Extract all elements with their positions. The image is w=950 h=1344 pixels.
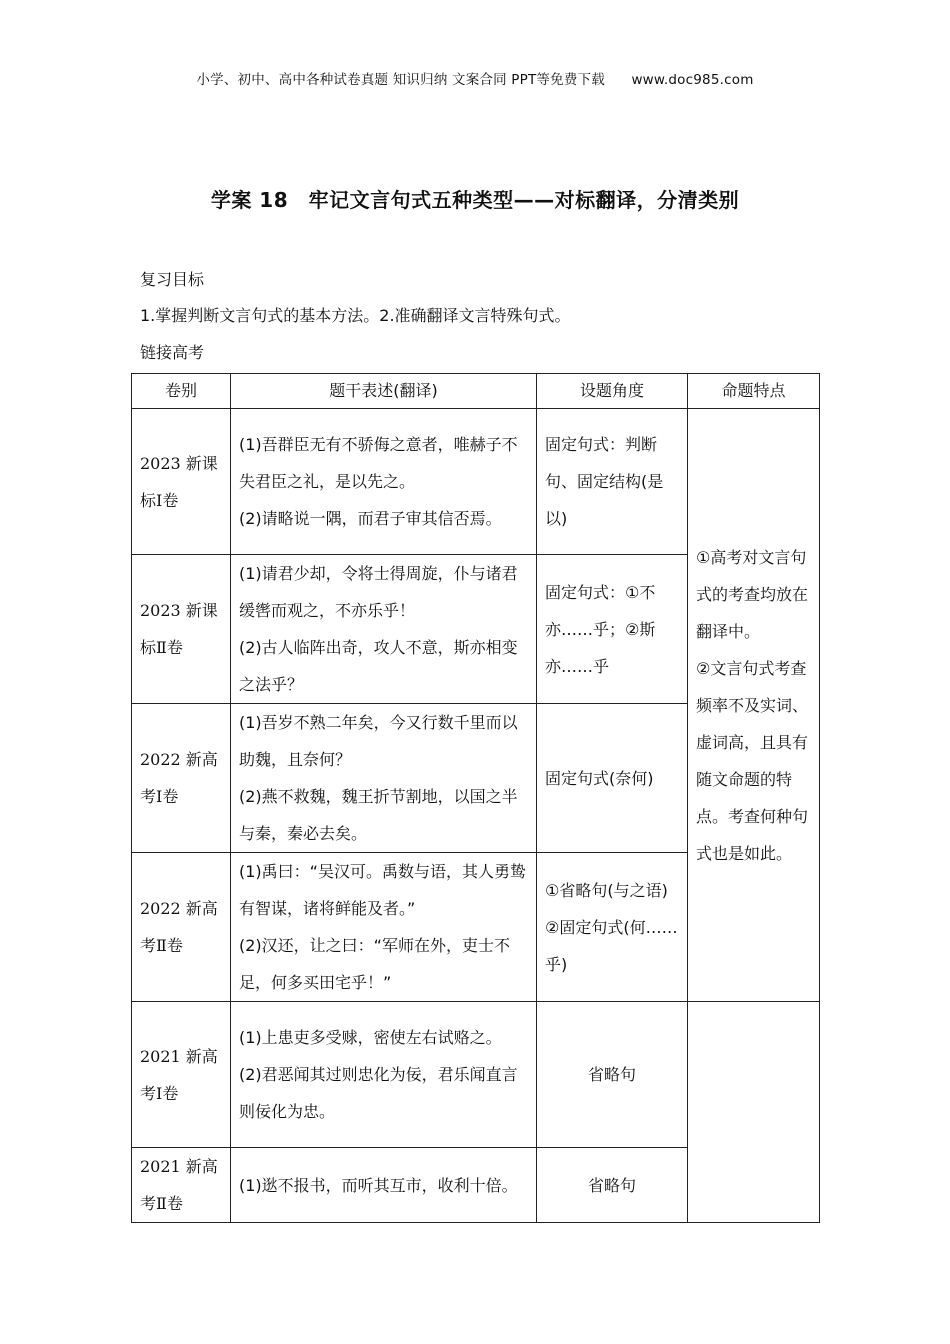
paper-cell: 2022 新高考Ⅰ卷 xyxy=(132,704,231,853)
text-line: (2)燕不救魏，魏王折节割地，以国之半与秦，秦必去矣。 xyxy=(239,787,518,843)
text-line: (2)古人临阵出奇，攻人不意，斯亦相变之法乎？ xyxy=(239,638,518,694)
table-row xyxy=(132,409,820,555)
angle-line: ②固定句式(何……乎) xyxy=(545,917,678,974)
text-line: (2)请略说一隅，而君子审其信否焉。 xyxy=(239,509,502,528)
paper-cell: 2023 新课标Ⅰ卷 xyxy=(132,409,231,555)
paper-cell: 2022 新高考Ⅱ卷 xyxy=(132,853,231,1002)
text-cell xyxy=(231,853,537,1002)
text-line: (1)吾岁不熟二年矣，今又行数千里而以助魏，且奈何？ xyxy=(239,713,518,769)
text-cell xyxy=(231,704,537,853)
col-header-feature: 命题特点 xyxy=(688,374,820,409)
text-cell xyxy=(231,555,537,704)
header-site-link[interactable]: www.doc985.com xyxy=(631,72,754,88)
text-cell xyxy=(231,1148,537,1223)
text-line: (1)逖不报书，而听其互市，收利十倍。 xyxy=(239,1175,518,1195)
angle-cell: 省略句 xyxy=(537,1148,688,1223)
feature-line: ②文言句式考查频率不及实词、虚词高，且具有随文命题的特点。考查何种句式也是如此。 xyxy=(696,658,809,863)
feature-cell xyxy=(688,409,820,1002)
paper-cell: 2023 新课标Ⅱ卷 xyxy=(132,555,231,704)
review-heading: 复习目标 xyxy=(140,270,205,289)
exam-table xyxy=(131,373,820,1223)
table-row xyxy=(132,1002,820,1148)
angle-cell: 固定句式：①不亦……乎；②斯亦……乎 xyxy=(537,555,688,704)
text-line: (1)请君少却，令将士得周旋，仆与诸君缓辔而观之，不亦乐乎！ xyxy=(239,564,518,620)
page-title: 学案 18 牢记文言句式五种类型——对标翻译，分清类别 xyxy=(210,188,740,212)
col-header-text: 题干表述(翻译) xyxy=(231,374,537,409)
header-tagline: 小学、初中、高中各种试卷真题 知识归纳 文案合同 PPT等免费下载 xyxy=(196,72,605,88)
text-line: (1)吾群臣无有不骄侮之意者，唯赫子不失君臣之礼，是以先之。 xyxy=(239,435,518,491)
angle-cell: 固定句式：判断句、固定结构(是以) xyxy=(537,409,688,555)
objectives-text: 1.掌握判断文言句式的基本方法。2.准确翻译文言特殊句式。 xyxy=(140,306,571,325)
paper-cell: 2021 新高考Ⅱ卷 xyxy=(132,1148,231,1223)
feature-cell-empty xyxy=(688,1002,820,1223)
table-header-row xyxy=(132,374,820,409)
col-header-angle: 设题角度 xyxy=(537,374,688,409)
feature-line: ①高考对文言句式的考查均放在翻译中。 xyxy=(696,547,809,641)
angle-cell: 固定句式(奈何) xyxy=(537,704,688,853)
text-line: (1)禹曰：“吴汉可。禹数与语，其人勇鸷有智谋，诸将鲜能及者。” xyxy=(239,862,526,918)
angle-cell: 省略句 xyxy=(537,1002,688,1148)
angle-line: ①省略句(与之语) xyxy=(545,880,668,900)
text-cell xyxy=(231,409,537,555)
text-line: (2)汉还，让之曰：“军师在外，吏士不足，何多买田宅乎！” xyxy=(239,936,510,992)
text-cell xyxy=(231,1002,537,1148)
col-header-paper: 卷别 xyxy=(132,374,231,409)
text-line: (2)君恶闻其过则忠化为佞，君乐闻直言则佞化为忠。 xyxy=(239,1065,518,1121)
link-heading: 链接高考 xyxy=(140,343,205,362)
page-header xyxy=(0,68,950,88)
paper-cell: 2021 新高考Ⅰ卷 xyxy=(132,1002,231,1148)
text-line: (1)上患吏多受赇，密使左右试赂之。 xyxy=(239,1028,502,1047)
angle-cell xyxy=(537,853,688,1002)
